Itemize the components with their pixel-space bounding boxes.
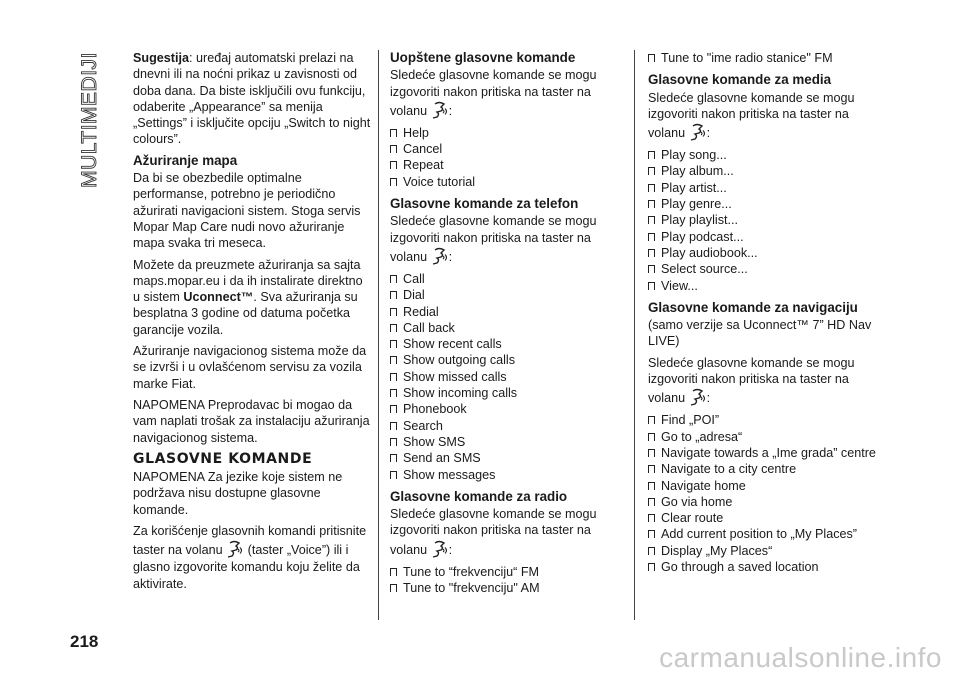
list-item: Tune to "ime radio stanice" FM [648, 50, 888, 66]
list-item: Tune to “frekvenciju“ FM [390, 564, 622, 580]
paragraph [133, 257, 371, 338]
navigation-command-list [648, 412, 888, 575]
general-command-list [390, 125, 622, 190]
intro-paragraph [648, 355, 888, 408]
text-span: Možete da preuzmete ažuriranja sa sajta maps.mopar.eu i da ih instalirate direktno u sistem [133, 257, 363, 305]
voice-button-icon [432, 246, 448, 266]
paragraph [133, 523, 371, 592]
heading-general-commands: Uopštene glasovne komande [390, 50, 576, 65]
media-command-list [648, 147, 888, 294]
list-item: Dial [390, 287, 622, 303]
radio-command-list [390, 564, 622, 597]
colon: : [448, 542, 453, 557]
heading-radio-commands: Glasovne komande za radio [390, 488, 568, 504]
paragraph: Da bi se obezbedile optimalne performanse, potrebno je periodično ažurirati navigacioni sistem. Stoga servis Mopar Map Care nudi novo ažuriranje mapa svaka tri meseca. [133, 171, 361, 251]
list-item: Help [390, 125, 622, 141]
intro-text: Sledeće glasovne komande se mogu izgovoriti nakon pritiska na taster na volanu [390, 68, 597, 118]
list-item: Go to „adresa“ [648, 429, 888, 445]
list-item: Cancel [390, 141, 622, 157]
intro-text: Sledeće glasovne komande se mogu izgovoriti nakon pritiska na taster na volanu [390, 214, 597, 264]
intro-paragraph [648, 90, 888, 143]
list-item: Show incoming calls [390, 385, 622, 401]
suggestion-text: : uređaj automatski prelazi na dnevni ili na noćni prikaz u zavisnosti od doba dana. Da biste isključili ovu funkciju, odaberite „Appearance” sa menija „Settings” i isključite opciju „Switch to night colours”. [133, 51, 371, 147]
list-item: Display „My Places“ [648, 543, 888, 559]
list-item: Go through a saved location [648, 559, 888, 575]
text-span: Za korišćenje glasovnih komandi pritisnite taster na volanu [133, 524, 367, 558]
heading-voice-commands: GLASOVNE KOMANDE [133, 450, 313, 467]
phone-command-list [390, 271, 622, 483]
list-item: Play playlist... [648, 212, 888, 228]
list-item: Navigate towards a „Ime grada” centre [648, 445, 888, 461]
list-item: Show missed calls [390, 369, 622, 385]
list-item: Call [390, 271, 622, 287]
list-item: Play album... [648, 163, 888, 179]
page-number: 218 [70, 632, 99, 651]
note-paragraph: NAPOMENA Preprodavac bi mogao da vam naplati trošak za instalaciju ažuriranja navigacionog sistema. [133, 397, 370, 445]
list-item: Voice tutorial [390, 174, 622, 190]
list-item: Find „POI” [648, 412, 888, 428]
note-paragraph: NAPOMENA Za jezike koje sistem ne podržava nisu dostupne glasovne komande. [133, 470, 343, 517]
list-item: Navigate to a city centre [648, 461, 888, 477]
heading-navigation-commands: Glasovne komande za navigaciju [648, 299, 858, 315]
intro-paragraph [390, 67, 622, 120]
list-item: Phonebook [390, 401, 622, 417]
list-item: Add current position to „My Places” [648, 526, 888, 542]
list-item: Tune to "frekvenciju" AM [390, 580, 622, 596]
list-item: Play audiobook... [648, 245, 888, 261]
suggestion-label: Sugestija [133, 51, 189, 65]
radio-command-list-continued [648, 50, 888, 66]
list-item: Play artist... [648, 180, 888, 196]
list-item: View... [648, 278, 888, 294]
heading-phone-commands: Glasovne komande za telefon [390, 196, 579, 212]
uconnect-brand: Uconnect™ [183, 290, 254, 305]
voice-button-icon [227, 539, 243, 559]
list-item: Repeat [390, 157, 622, 173]
list-item: Redial [390, 304, 622, 320]
intro-text: Sledeće glasovne komande se mogu izgovoriti nakon pritiska na taster na volanu [648, 355, 855, 406]
intro-paragraph [390, 506, 622, 559]
column-divider [378, 50, 379, 620]
voice-button-icon [432, 100, 448, 120]
list-item: Play genre... [648, 196, 888, 212]
intro-paragraph [390, 213, 622, 266]
colon: : [706, 126, 711, 141]
heading-map-update: Ažuriranje mapa [133, 152, 238, 168]
heading-media-commands: Glasovne komande za media [648, 72, 832, 88]
version-note: (samo verzije sa Uconnect™ 7” HD Nav LIVE) [648, 318, 872, 349]
list-item: Search [390, 418, 622, 434]
suggestion-paragraph [133, 50, 371, 148]
voice-button-icon [690, 122, 706, 142]
colon: : [706, 391, 711, 406]
list-item: Show outgoing calls [390, 352, 622, 368]
column-right [648, 50, 888, 581]
column-divider [634, 50, 635, 620]
list-item: Go via home [648, 494, 888, 510]
list-item: Play song... [648, 147, 888, 163]
colon: : [448, 249, 453, 264]
intro-text: Sledeće glasovne komande se mogu izgovoriti nakon pritiska na taster na volanu [390, 507, 597, 557]
list-item: Clear route [648, 510, 888, 526]
text-span: . Sva ažuriranja su besplatna 3 godine od datuma početka garancije vozila. [133, 290, 358, 337]
list-item: Send an SMS [390, 450, 622, 466]
list-item: Call back [390, 320, 622, 336]
voice-button-icon [432, 539, 448, 559]
column-left [133, 50, 371, 597]
watermark: carmanualsonline.info [659, 642, 942, 673]
list-item: Navigate home [648, 478, 888, 494]
column-middle [390, 50, 622, 602]
list-item: Show messages [390, 467, 622, 483]
list-item: Select source... [648, 261, 888, 277]
paragraph: Ažuriranje navigacionog sistema može da se izvrši i u ovlašćenom servisu za vozila marke Fiat. [133, 344, 367, 391]
list-item: Show SMS [390, 434, 622, 450]
intro-text: Sledeće glasovne komande se mogu izgovoriti nakon pritiska na taster na volanu [648, 90, 855, 141]
section-title-text: MULTIMEDIJI [78, 52, 101, 188]
section-side-title [70, 45, 110, 195]
list-item: Play podcast... [648, 229, 888, 245]
text-span: (taster „Voice”) ili i glasno izgovorite komandu koju želite da aktivirate. [133, 543, 360, 591]
colon: : [448, 103, 453, 118]
list-item: Show recent calls [390, 336, 622, 352]
voice-button-icon [690, 387, 706, 407]
